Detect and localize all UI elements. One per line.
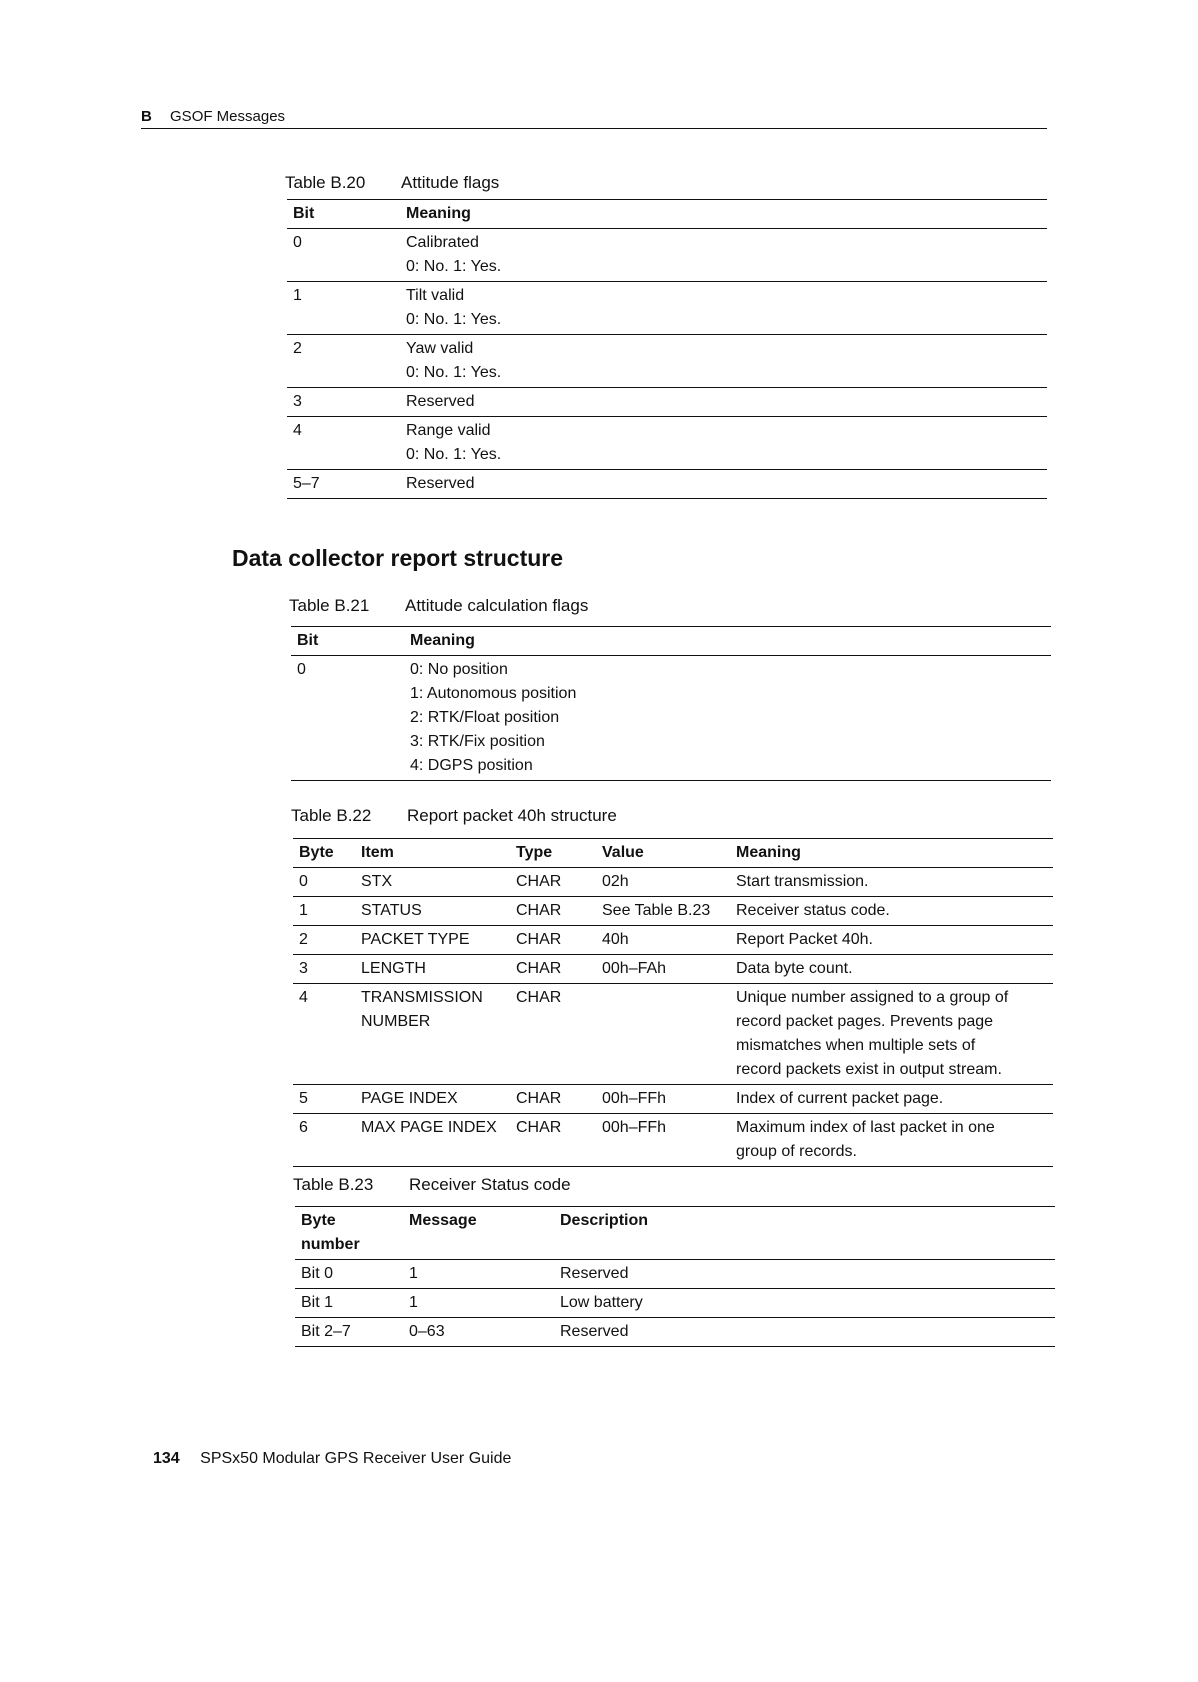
- cell-line: Data byte count.: [736, 960, 853, 977]
- column-header-line: Description: [560, 1212, 649, 1229]
- cell-line: LENGTH: [361, 960, 426, 977]
- column-header: [403, 1207, 554, 1260]
- table-cell-description: Reserved: [560, 1323, 629, 1340]
- table-cell-value: 02h: [602, 873, 629, 890]
- table-cell-type: CHAR: [516, 1090, 562, 1107]
- table-cell-lines: [400, 470, 1047, 499]
- table-cell-message: 1: [409, 1294, 418, 1311]
- table-row: [295, 1260, 1055, 1289]
- table-row: [295, 1318, 1055, 1347]
- table-cell-item: [355, 955, 510, 984]
- cell-line: PAGE INDEX: [361, 1090, 458, 1107]
- cell-line: 4: DGPS position: [410, 757, 533, 774]
- column-header: Bit: [297, 632, 319, 649]
- table-cell-meaning: [730, 1085, 1053, 1114]
- cell-line: PACKET TYPE: [361, 931, 470, 948]
- table-cell-description: Low battery: [560, 1294, 643, 1311]
- table-b20: [287, 199, 1047, 499]
- column-header: [554, 1207, 1055, 1260]
- column-header: Type: [516, 844, 553, 861]
- table-header-row: [293, 839, 1053, 868]
- cell-line: MAX PAGE INDEX: [361, 1119, 497, 1136]
- table-cell-meaning: [730, 897, 1053, 926]
- table-cell-message: 1: [409, 1265, 418, 1282]
- table-cell-value: 40h: [602, 931, 629, 948]
- table-cell-item: [355, 1114, 510, 1167]
- cell-line: Index of current packet page.: [736, 1090, 944, 1107]
- cell-line: Maximum index of last packet in one: [736, 1119, 995, 1136]
- table-cell-value: See Table B.23: [602, 902, 711, 919]
- table-cell-item: [355, 868, 510, 897]
- table-number: Table B.23: [293, 1175, 374, 1194]
- table-header-row: [291, 627, 1051, 656]
- page-number: 134: [153, 1450, 180, 1467]
- page-footer: [153, 1450, 511, 1468]
- table-cell-type: CHAR: [516, 1119, 562, 1136]
- table-row: [287, 229, 1047, 282]
- table-cell-byte: 4: [299, 989, 308, 1006]
- table-cell-lines: [400, 229, 1047, 282]
- table-cell-type: CHAR: [516, 873, 562, 890]
- table-cell-value: 00h–FFh: [602, 1090, 667, 1107]
- column-header: Meaning: [406, 205, 471, 222]
- column-header-line: number: [301, 1236, 360, 1253]
- table-b20-caption: [285, 173, 500, 193]
- table-cell-bit: 0: [297, 661, 306, 678]
- cell-line: 0: No. 1: Yes.: [406, 311, 502, 328]
- table-cell-byte: Bit 2–7: [301, 1323, 351, 1340]
- table-cell-type: CHAR: [516, 931, 562, 948]
- cell-line: 0: No. 1: Yes.: [406, 446, 502, 463]
- cell-line: Reserved: [406, 393, 475, 410]
- cell-line: Receiver status code.: [736, 902, 890, 919]
- table-number: Table B.20: [285, 173, 366, 192]
- table-cell-item: [355, 1085, 510, 1114]
- table-cell-lines: [400, 335, 1047, 388]
- column-header: Item: [361, 844, 394, 861]
- cell-line: 0: No. 1: Yes.: [406, 258, 502, 275]
- cell-line: NUMBER: [361, 1013, 431, 1030]
- table-cell-meaning: [730, 868, 1053, 897]
- cell-line: 0: No. 1: Yes.: [406, 364, 502, 381]
- table-cell-item: [355, 897, 510, 926]
- column-header: Byte: [299, 844, 334, 861]
- table-cell-byte: 6: [299, 1119, 308, 1136]
- table-cell-bit: 3: [293, 393, 302, 410]
- table-cell-item: [355, 926, 510, 955]
- table-row: [287, 388, 1047, 417]
- column-header-line: Byte: [301, 1212, 336, 1229]
- cell-line: 1: Autonomous position: [410, 685, 577, 702]
- table-cell-item: [355, 984, 510, 1085]
- table-cell-bit: 5–7: [293, 475, 320, 492]
- cell-line: Start transmission.: [736, 873, 869, 890]
- table-title: Receiver Status code: [409, 1175, 571, 1194]
- table-cell-byte: 2: [299, 931, 308, 948]
- table-cell-bit: 4: [293, 422, 302, 439]
- cell-line: Range valid: [406, 422, 491, 439]
- table-b21-caption: [289, 596, 589, 616]
- header-rule: [141, 128, 1047, 129]
- table-cell-lines: [400, 388, 1047, 417]
- table-cell-lines: [400, 282, 1047, 335]
- column-header: Bit: [293, 205, 315, 222]
- section-title: Data collector report structure: [232, 545, 564, 571]
- table-row: [293, 897, 1053, 926]
- cell-line: Reserved: [406, 475, 475, 492]
- chapter-title: GSOF Messages: [170, 108, 286, 125]
- table-row: [293, 955, 1053, 984]
- table-row: [295, 1289, 1055, 1318]
- cell-line: 2: RTK/Float position: [410, 709, 560, 726]
- cell-line: Tilt valid: [406, 287, 465, 304]
- table-row: [287, 417, 1047, 470]
- cell-line: TRANSMISSION: [361, 989, 483, 1006]
- table-b23: [295, 1206, 1055, 1347]
- cell-line: 0: No position: [410, 661, 508, 678]
- table-number: Table B.21: [289, 596, 370, 615]
- table-row: [291, 656, 1051, 781]
- table-b22: [293, 838, 1053, 1167]
- cell-line: Calibrated: [406, 234, 479, 251]
- table-row: [287, 335, 1047, 388]
- table-cell-byte: 5: [299, 1090, 308, 1107]
- table-title: Attitude flags: [401, 173, 500, 192]
- cell-line: record packet pages. Prevents page: [736, 1013, 994, 1030]
- table-b21: [291, 626, 1051, 781]
- cell-line: STATUS: [361, 902, 422, 919]
- table-cell-value: 00h–FAh: [602, 960, 667, 977]
- table-title: Report packet 40h structure: [407, 806, 617, 825]
- table-row: [287, 282, 1047, 335]
- document-title: SPSx50 Modular GPS Receiver User Guide: [200, 1450, 512, 1467]
- table-cell-type: CHAR: [516, 989, 562, 1006]
- table-title: Attitude calculation flags: [405, 596, 589, 615]
- table-row: [293, 926, 1053, 955]
- table-b22-caption: [291, 806, 617, 826]
- table-cell-meaning: [730, 1114, 1053, 1167]
- table-cell-bit: 0: [293, 234, 302, 251]
- table-cell-value: 00h–FFh: [602, 1119, 667, 1136]
- table-number: Table B.22: [291, 806, 372, 825]
- column-header: Meaning: [736, 844, 801, 861]
- table-row: [293, 868, 1053, 897]
- table-header-row: [287, 200, 1047, 229]
- cell-line: 3: RTK/Fix position: [410, 733, 545, 750]
- table-row: [287, 470, 1047, 499]
- table-cell-lines: [400, 417, 1047, 470]
- table-b23-caption: [293, 1175, 571, 1195]
- table-cell-message: 0–63: [409, 1323, 445, 1340]
- cell-line: record packets exist in output stream.: [736, 1061, 1002, 1078]
- running-header: [141, 108, 285, 125]
- column-header: [295, 1207, 403, 1260]
- table-cell-bit: 2: [293, 340, 302, 357]
- cell-line: group of records.: [736, 1143, 857, 1160]
- table-cell-bit: 1: [293, 287, 302, 304]
- table-cell-byte: 3: [299, 960, 308, 977]
- table-cell-meaning: [730, 955, 1053, 984]
- table-cell-meaning: [730, 926, 1053, 955]
- column-header: Value: [602, 844, 644, 861]
- table-row: [293, 984, 1053, 1085]
- table-cell-byte: Bit 1: [301, 1294, 334, 1311]
- table-cell-type: CHAR: [516, 960, 562, 977]
- table-cell-meaning: [730, 984, 1053, 1085]
- table-row: [293, 1114, 1053, 1167]
- cell-line: Unique number assigned to a group of: [736, 989, 1009, 1006]
- cell-line: mismatches when multiple sets of: [736, 1037, 976, 1054]
- table-cell-value: [596, 984, 730, 1085]
- table-cell-description: Reserved: [560, 1265, 629, 1282]
- table-cell-byte: 0: [299, 873, 308, 890]
- chapter-letter: B: [141, 108, 152, 125]
- cell-line: STX: [361, 873, 393, 890]
- cell-line: Report Packet 40h.: [736, 931, 873, 948]
- table-cell-byte: 1: [299, 902, 308, 919]
- table-header-row: [295, 1207, 1055, 1260]
- cell-line: Yaw valid: [406, 340, 474, 357]
- table-cell-byte: Bit 0: [301, 1265, 334, 1282]
- table-cell-lines: [404, 656, 1051, 781]
- table-cell-type: CHAR: [516, 902, 562, 919]
- column-header: Meaning: [410, 632, 475, 649]
- column-header-line: Message: [409, 1212, 477, 1229]
- table-row: [293, 1085, 1053, 1114]
